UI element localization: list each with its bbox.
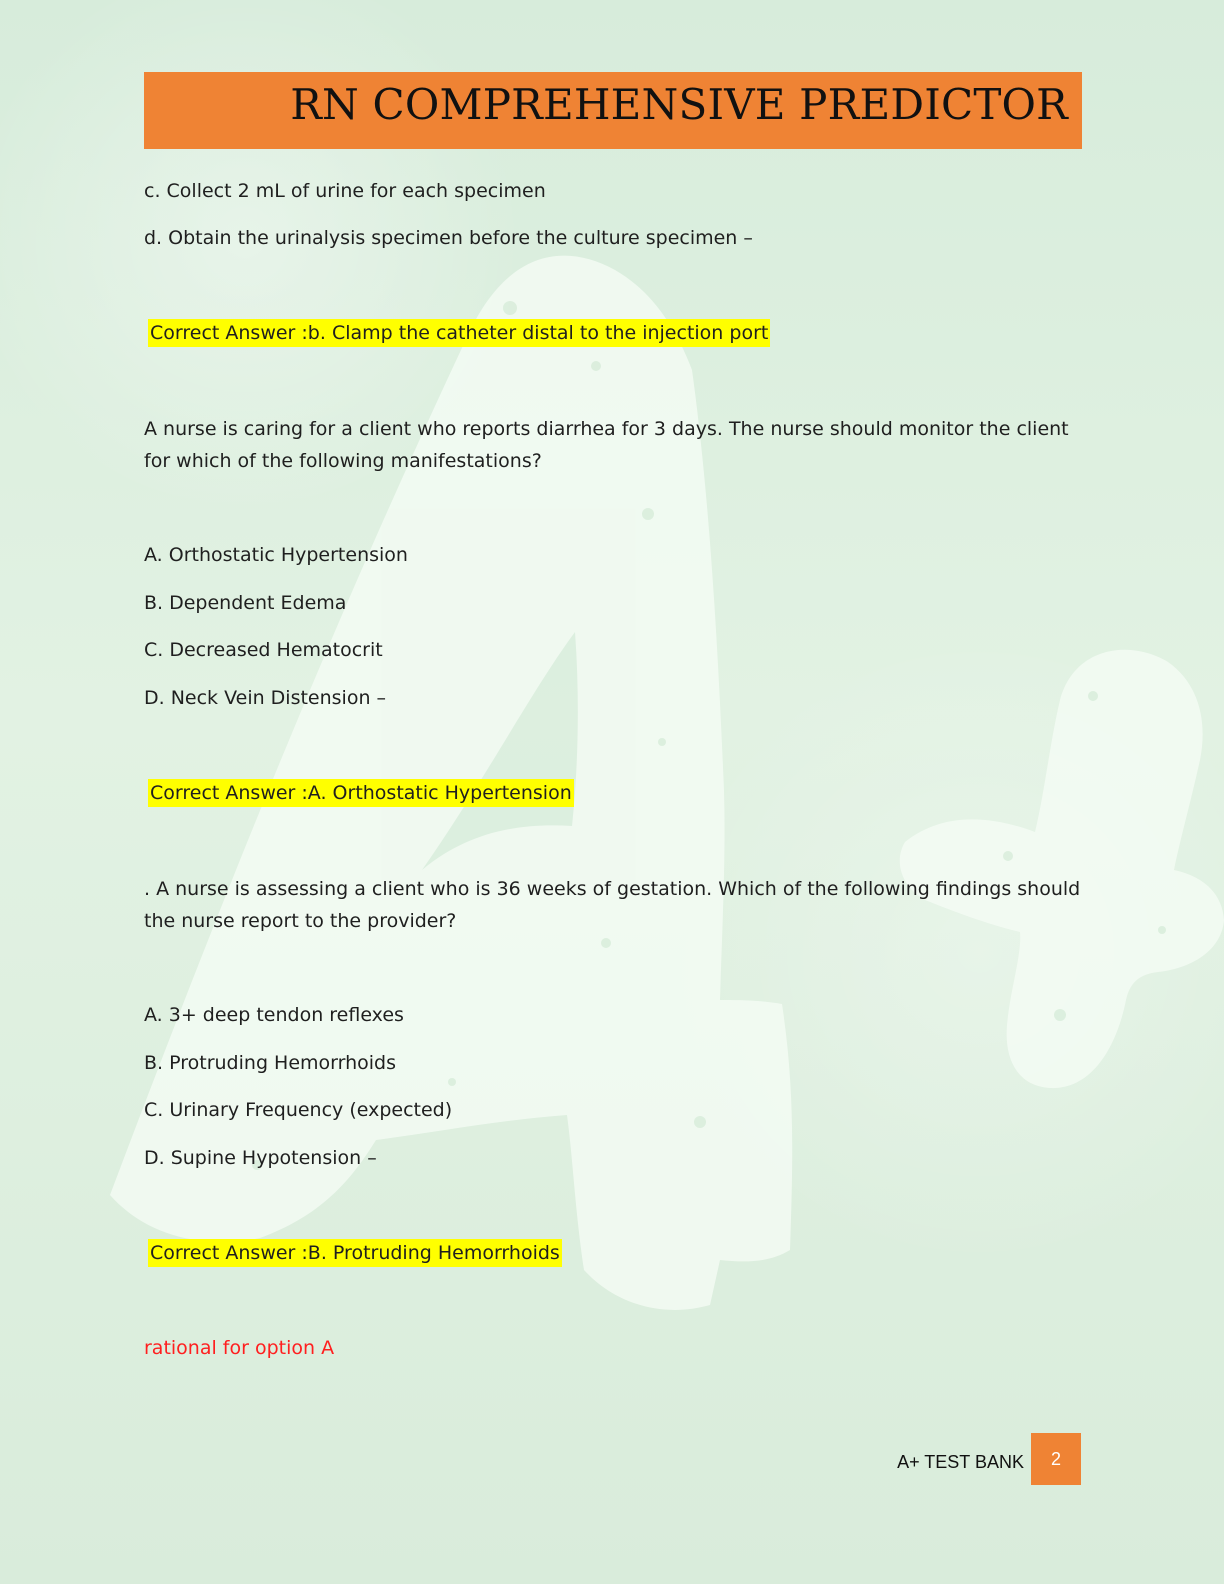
question-2-option-b: B. Dependent Edema (144, 592, 347, 614)
question-3-text: . A nurse is assessing a client who is 36 weeks of gestation. Which of the following findings should the nurse report to the provider? (144, 878, 1081, 932)
option-d-previous: d. Obtain the urinalysis specimen before the culture specimen – (144, 227, 753, 249)
question-3-option-a: A. 3+ deep tendon reflexes (144, 1004, 404, 1026)
footer-label: A+ TEST BANK (897, 1452, 1024, 1472)
page-number-badge: 2 (1031, 1433, 1081, 1485)
page-title: RN COMPREHENSIVE PREDICTOR (290, 80, 1068, 129)
header-banner (144, 72, 1082, 149)
correct-answer-2: Correct Answer :A. Orthostatic Hypertension (148, 779, 574, 807)
correct-answer-3: Correct Answer :B. Protruding Hemorrhoids (148, 1239, 562, 1267)
question-2-option-a: A. Orthostatic Hypertension (144, 544, 408, 566)
correct-answer-1: Correct Answer :b. Clamp the catheter distal to the injection port (148, 319, 770, 347)
option-c-previous: c. Collect 2 mL of urine for each specimen (144, 180, 546, 202)
question-3-option-d: D. Supine Hypotension – (144, 1147, 377, 1169)
question-3-option-b: B. Protruding Hemorrhoids (144, 1052, 397, 1074)
rationale-note: rational for option A (144, 1337, 335, 1359)
question-2-text: A nurse is caring for a client who reports diarrhea for 3 days. The nurse should monitor the client for which of the following manifestations? (144, 418, 1069, 472)
question-3-option-c: C. Urinary Frequency (expected) (144, 1099, 453, 1121)
question-2-option-c: C. Decreased Hematocrit (144, 639, 383, 661)
question-2-option-d: D. Neck Vein Distension – (144, 687, 387, 709)
